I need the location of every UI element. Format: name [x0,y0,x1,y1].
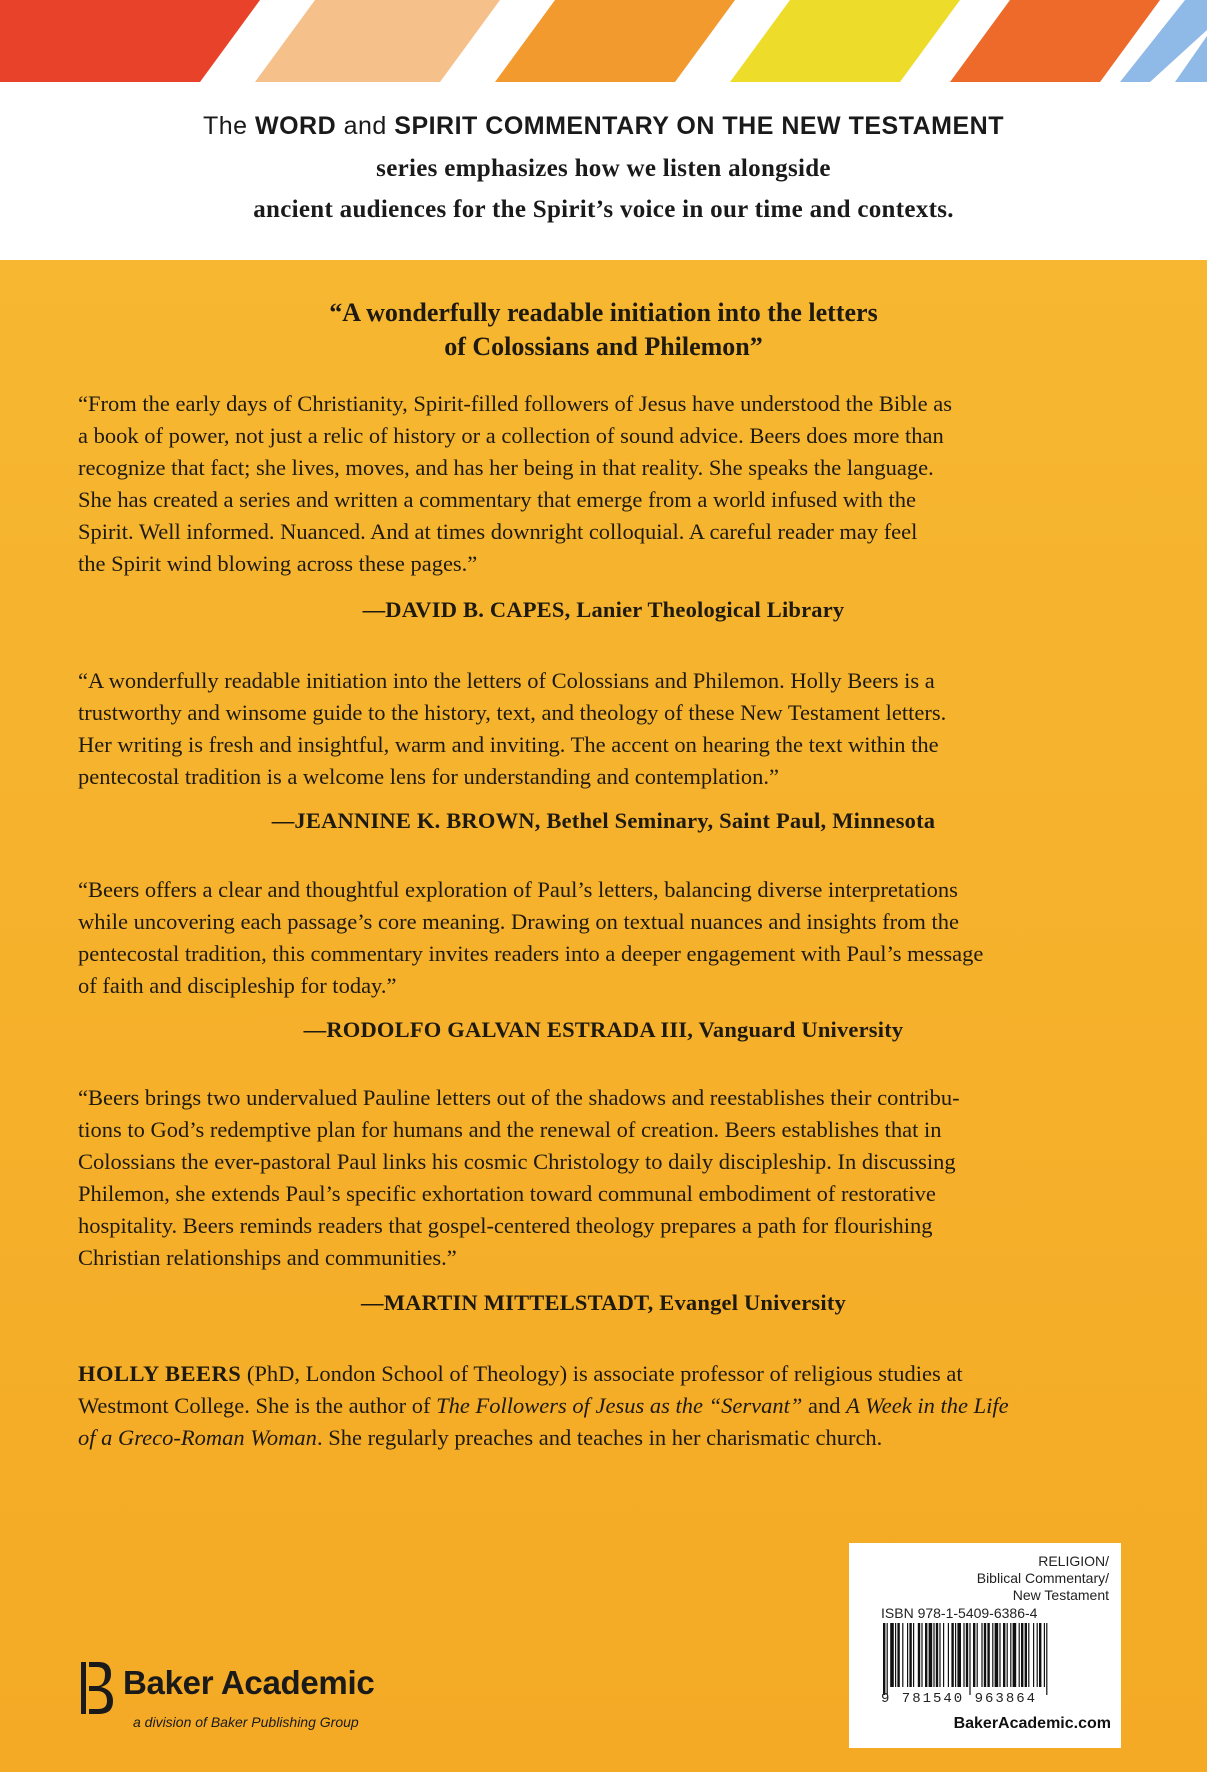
book-title: A Week in the Life [846,1393,1009,1418]
bisac-category: RELIGION/ Biblical Commentary/ New Testament [976,1553,1109,1603]
barcode-bar [984,1623,986,1687]
barcode-bar [992,1623,993,1687]
barcode-bar [955,1623,956,1687]
barcode-bar [933,1623,934,1687]
publisher-website: BakerAcademic.com [953,1715,1111,1732]
book-title: The Followers of Jesus as the “Servant” [436,1393,803,1418]
publisher-division: a division of Baker Publishing Group [133,1714,359,1730]
barcode-bar [907,1623,908,1687]
barcode-bar [966,1623,968,1687]
barcode-bar [1033,1623,1034,1687]
barcode-bar [973,1623,975,1687]
barcode-bar [902,1623,903,1687]
barcode-bar [1046,1623,1047,1695]
publisher-name: Baker Academic [123,1664,375,1701]
barcode-bar [1021,1623,1023,1687]
baker-b-logo-icon [75,1660,115,1716]
endorsement-attribution: —RODOLFO GALVAN ESTRADA III, Vanguard University [303,1017,904,1042]
barcode-bar [1028,1623,1029,1687]
barcode-bar [925,1623,927,1687]
barcode-bar [939,1623,940,1687]
barcode-bar [897,1623,899,1687]
series-title: The WORD and SPIRIT COMMENTARY ON THE NEW TESTAMENT [202,112,1005,140]
series-header [0,82,1207,260]
barcode-bar [943,1623,944,1687]
headline-quote: “A wonderfully readable initiation into the letters of Colossians and Philemon” [329,298,878,361]
barcode-bar [951,1623,953,1687]
barcode-bar [963,1623,964,1687]
series-description-line: ancient audiences for the Spirit’s voice in our time and contexts. [253,196,954,223]
author-name: HOLLY BEERS [78,1361,242,1386]
barcode-bar [981,1623,982,1687]
barcode-bar [887,1623,888,1695]
endorsement-attribution: —DAVID B. CAPES, Lanier Theological Library [362,597,845,622]
barcode-digits: 9 781540 963864 [881,1691,1038,1707]
barcode-bar [936,1623,938,1687]
barcode-bar [1044,1623,1045,1687]
barcode-box [849,1543,1121,1748]
endorsement-quote: “Beers offers a clear and thoughtful exploration of Paul’s letters, balancing diverse interpretations while uncovering each passage’s core meaning. Drawing on textual nuances and insights from the pentecostal tradition, this commentary invites readers into a deeper engagement with Paul’s message of faith and discipleship for today.” [78,877,984,998]
back-cover-body [0,260,1207,1772]
barcode-bar [1037,1623,1038,1687]
color-stripe-band [0,0,1207,82]
barcode-bar [957,1623,961,1687]
barcode-bar [929,1623,933,1687]
barcode-bar [913,1623,914,1687]
barcode-bar [1003,1623,1005,1687]
author-bio: HOLLY BEERS (PhD, London School of Theology) is associate professor of religious studies at Westmont College. She is the author of The Followers of Jesus as the “Servant” and A Week in the Life of a Greco-Roman Woman. She regularly preaches and teaches in her charismatic church. [78,1361,1009,1450]
endorsement-attribution: —MARTIN MITTELSTADT, Evangel University [361,1290,846,1315]
isbn-label: ISBN 978-1-5409-6386-4 [881,1605,1038,1621]
barcode-bar [995,1623,999,1687]
endorsement-quote: “From the early days of Christianity, Spirit-filled followers of Jesus have understood the Bible as a book of power, not just a relic of history or a collection of sound advice. Beers does more than recognize that fact; she lives, moves, and has her being in that reality. She speaks the language. She has created a series and written a commentary that emerge from a world infused with the Spirit. Well informed. Nuanced. And at times downright colloquial. A careful reader may feel the Spirit wind blowing across these pages.” [78,391,952,576]
book-title: of a Greco-Roman Woman [78,1425,317,1450]
barcode-bar [1013,1623,1017,1687]
barcode-bar [890,1623,894,1687]
endorsement-quote: “Beers brings two undervalued Pauline letters out of the shadows and reestablishes their contribu- tions to God’s redemptive plan for humans and the renewal of creation. Beers establishes that in Colossians the ever-pastoral Paul links his cosmic Christology to daily discipleship. In discussing Philemon, she extends Paul’s specific exhortation toward communal embodiment of restorative hospitality. Beers reminds readers that gospel-centered theology prepares a path for flourishing Christian relationships and communities.” [78,1085,960,1270]
barcode-bar [999,1623,1000,1687]
barcode-bar [1010,1623,1011,1687]
endorsement-attribution: —JEANNINE K. BROWN, Bethel Seminary, Saint Paul, Minnesota [271,808,936,833]
barcode-bar [969,1623,970,1695]
barcode-bar [918,1623,920,1687]
barcode-bar [1025,1623,1027,1687]
barcode-icon [883,1623,1109,1701]
barcode-bar [987,1623,989,1687]
barcode-bar [1019,1623,1020,1687]
barcode-bar [921,1623,922,1687]
barcode-bar [1039,1623,1041,1687]
barcode-bar [977,1623,978,1687]
barcode-bar [1007,1623,1008,1687]
barcode-bar [883,1623,885,1695]
series-description-line: series emphasizes how we listen alongside [376,155,831,182]
barcode-bar [948,1623,949,1687]
barcode-bar [895,1623,896,1687]
barcode-bar [909,1623,911,1687]
endorsement-quote: “A wonderfully readable initiation into the letters of Colossians and Philemon. Holly Beers is a trustworthy and winsome guide to the history, text, and theology of these New Testament letters. Her writing is fresh and insightful, warm and inviting. The accent on hearing the text within the pentecostal tradition is a welcome lens for understanding and contemplation.” [78,668,947,789]
